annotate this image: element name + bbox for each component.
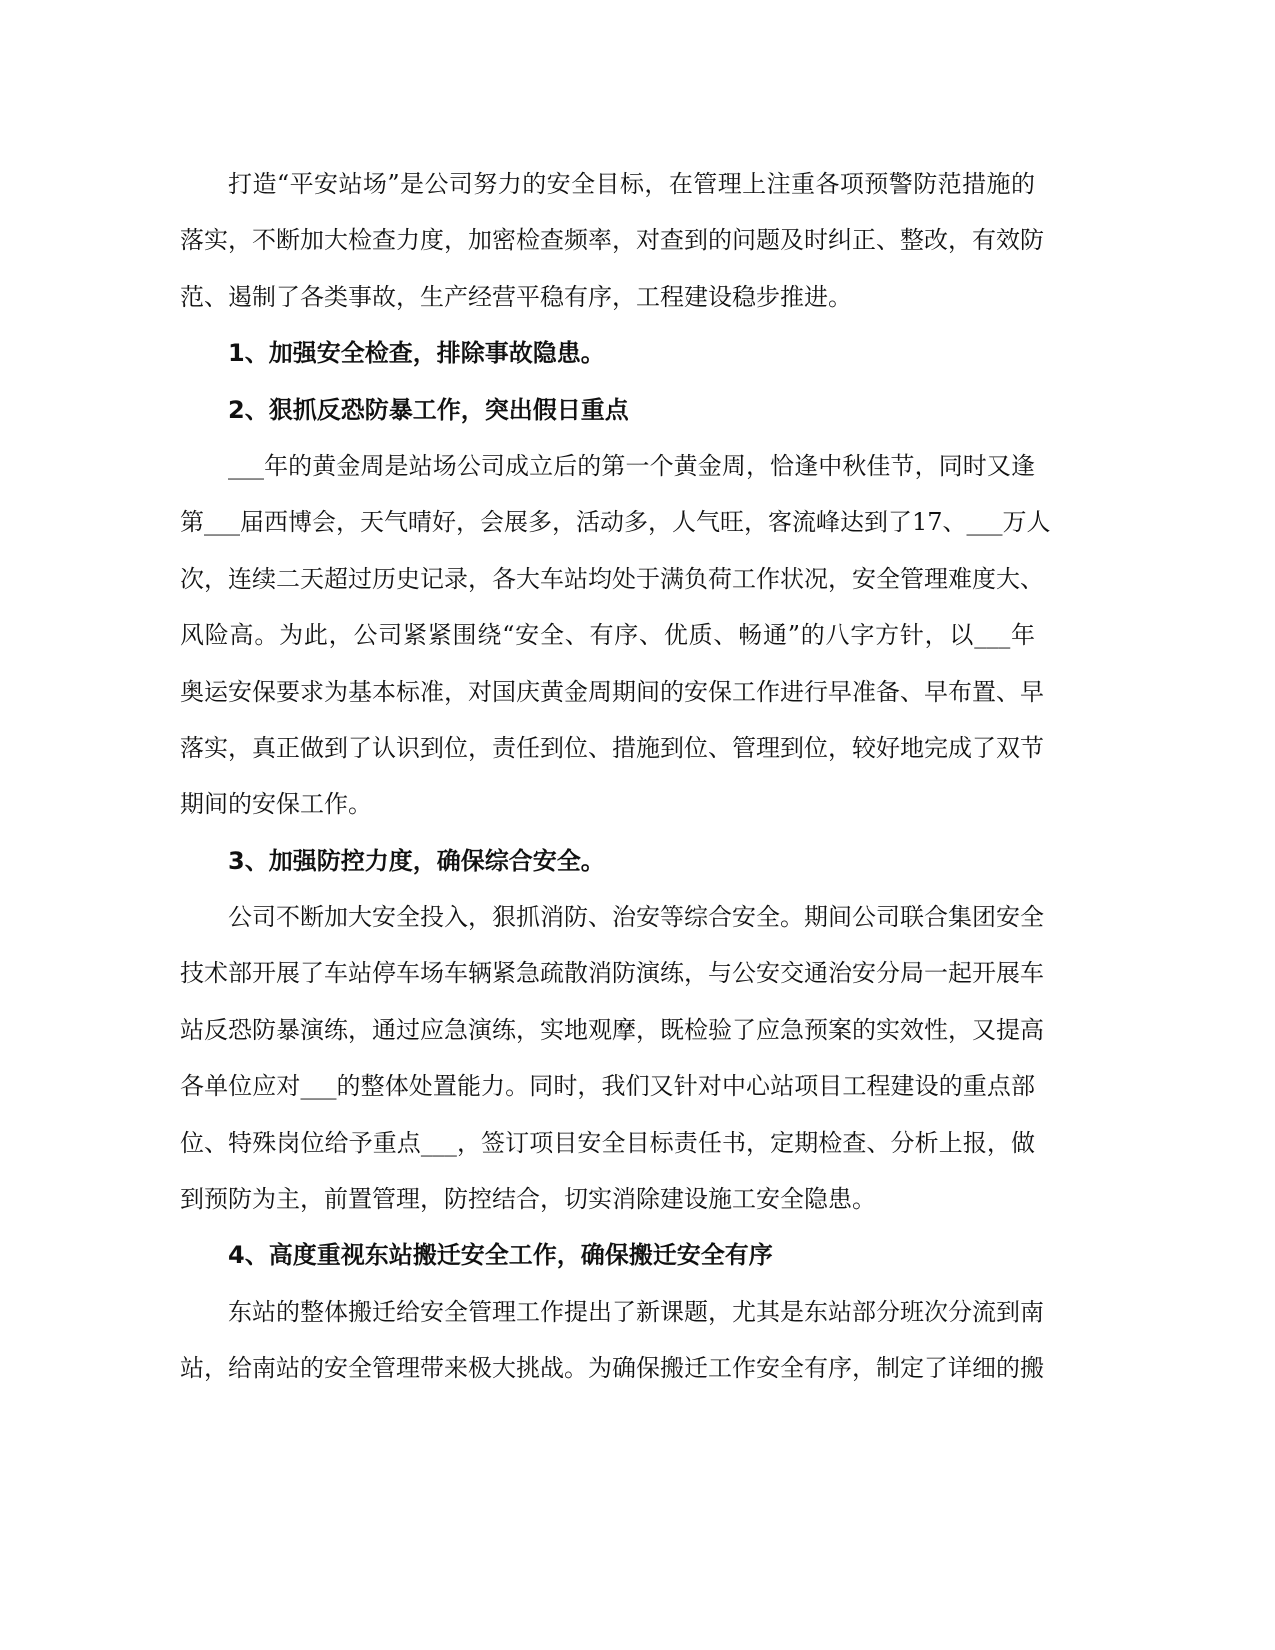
paragraph-line: 公司不断加大安全投入，狠抓消防、治安等综合安全。期间公司联合集团安全 — [228, 903, 1044, 932]
paragraph-line: 技术部开展了车站停车场车辆紧急疏散消防演练，与公安交通治安分局一起开展车 — [180, 959, 1044, 988]
paragraph-line: 位、特殊岗位给予重点___，签订项目安全目标责任书，定期检查、分析上报，做 — [180, 1128, 1035, 1157]
paragraph-line: 风险高。为此，公司紧紧围绕“安全、有序、优质、畅通”的八字方针，以___年 — [180, 621, 1035, 650]
paragraph-line: 期间的安保工作。 — [180, 790, 372, 819]
paragraph-line: 站反恐防暴演练，通过应急演练，实地观摩，既检验了应急预案的实效性，又提高 — [180, 1015, 1044, 1044]
paragraph-line: 东站的整体搬迁给安全管理工作提出了新课题，尤其是东站部分班次分流到南 — [228, 1297, 1044, 1326]
section-heading: 1、加强安全检查，排除事故隐患。 — [228, 339, 605, 368]
document-page — [180, 156, 1051, 1397]
paragraph-line: 落实，不断加大检查力度，加密检查频率，对查到的问题及时纠正、整改，有效防 — [180, 226, 1044, 255]
paragraph-line: 到预防为主，前置管理，防控结合，切实消除建设施工安全隐患。 — [180, 1185, 876, 1214]
paragraph-line: 落实，真正做到了认识到位，责任到位、措施到位、管理到位，较好地完成了双节 — [180, 733, 1044, 762]
paragraph-line: ___年的黄金周是站场公司成立后的第一个黄金周，恰逢中秋佳节，同时又逢 — [228, 451, 1035, 480]
paragraph-line: 次，连续二天超过历史记录，各大车站均处于满负荷工作状况，安全管理难度大、 — [180, 564, 1044, 593]
section-heading: 4、高度重视东站搬迁安全工作，确保搬迁安全有序 — [228, 1241, 773, 1270]
paragraph-line: 范、遏制了各类事故，生产经营平稳有序，工程建设稳步推进。 — [180, 282, 852, 311]
paragraph-line: 打造“平安站场”是公司努力的安全目标，在管理上注重各项预警防范措施的 — [228, 170, 1035, 198]
paragraph-line: 站，给南站的安全管理带来极大挑战。为确保搬迁工作安全有序，制定了详细的搬 — [180, 1354, 1044, 1383]
paragraph-line: 第___届西博会，天气晴好，会展多，活动多，人气旺，客流峰达到了17、___万人 — [180, 508, 1051, 537]
paragraph-line: 各单位应对___的整体处置能力。同时，我们又针对中心站项目工程建设的重点部 — [180, 1072, 1035, 1101]
paragraph-line: 奥运安保要求为基本标准，对国庆黄金周期间的安保工作进行早准备、早布置、早 — [180, 677, 1044, 706]
section-heading: 2、狠抓反恐防暴工作，突出假日重点 — [228, 395, 629, 424]
section-heading: 3、加强防控力度，确保综合安全。 — [228, 846, 605, 875]
